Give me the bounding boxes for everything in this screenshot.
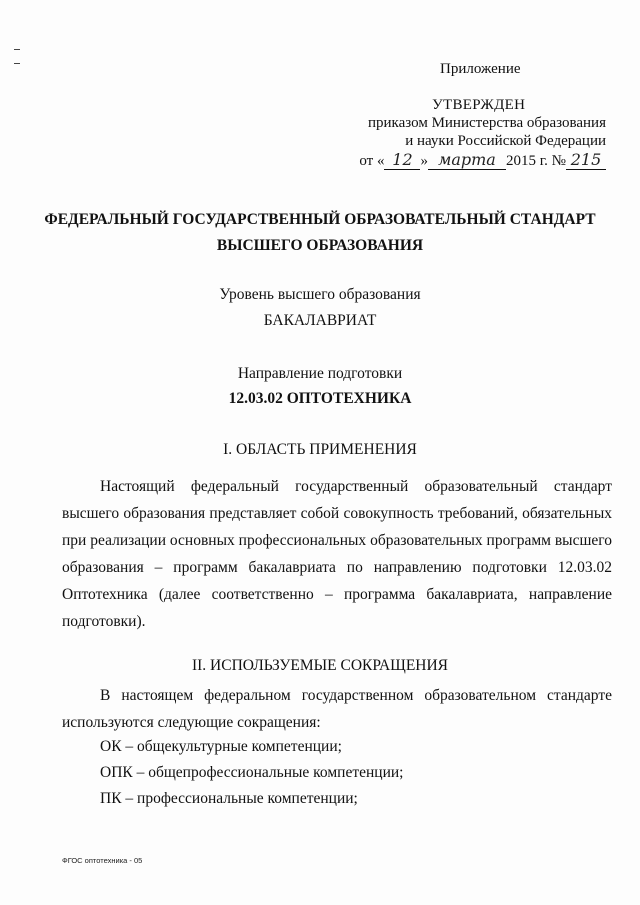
appendix-label: Приложение [440,61,521,77]
order-line-1: приказом Министерства образования [368,115,606,131]
footer-note: ФГОС оптотехника - 05 [62,856,143,865]
abbreviation-item: ПК – профессиональные компетенции; [100,790,358,807]
title-line-2: ВЫСШЕГО ОБРАЗОВАНИЯ [216,237,424,254]
abbreviation-item: ОК – общекультурные компетенции; [100,738,342,755]
order-line-2: и науки Российской Федерации [405,133,606,149]
section-1-paragraph: Настоящий федеральный государственный образовательный стандарт высшего образования представляет собой совокупность требований, обязательных при реализации основных профессиональных образовательных программ высшего образования – программ бакалавриата по направлению подготовки 12.03.02 Оптотехника (далее соответственно – программа бакалавриата, направление подготовки). [62,478,612,630]
handwritten-order-number: 215 [566,151,606,170]
approved-label: УТВЕРЖДЕН [432,97,526,113]
standard-title [0,207,640,259]
section-1-heading: I. ОБЛАСТЬ ПРИМЕНЕНИЯ [223,441,417,458]
education-level-value: БАКАЛАВРИАТ [263,312,377,329]
scan-edge-mark [14,63,20,64]
abbreviation-item: ОПК – общепрофессиональные компетенции; [100,764,404,781]
education-level-label: Уровень высшего образования [219,286,421,303]
section-2-heading: II. ИСПОЛЬЗУЕМЫЕ СОКРАЩЕНИЯ [191,657,449,674]
date-prefix: от « [359,153,385,169]
order-date-line [359,151,606,170]
section-2-intro: В настоящем федеральном государственном образовательном стандарте используются следующие сокращения: [62,687,612,731]
direction-label: Направление подготовки [237,365,403,382]
date-year: 2015 г. № [505,153,566,169]
handwritten-day: 12 [384,151,420,170]
direction-value: 12.03.02 ОПТОТЕХНИКА [228,390,412,407]
title-line-1: ФЕДЕРАЛЬНЫЙ ГОСУДАРСТВЕННЫЙ ОБРАЗОВАТЕЛЬНЫЙ СТАНДАРТ [44,211,596,228]
handwritten-month: марта [428,151,506,170]
approval-block [359,96,606,170]
date-mid: » [420,153,428,169]
scan-edge-mark [14,49,20,50]
